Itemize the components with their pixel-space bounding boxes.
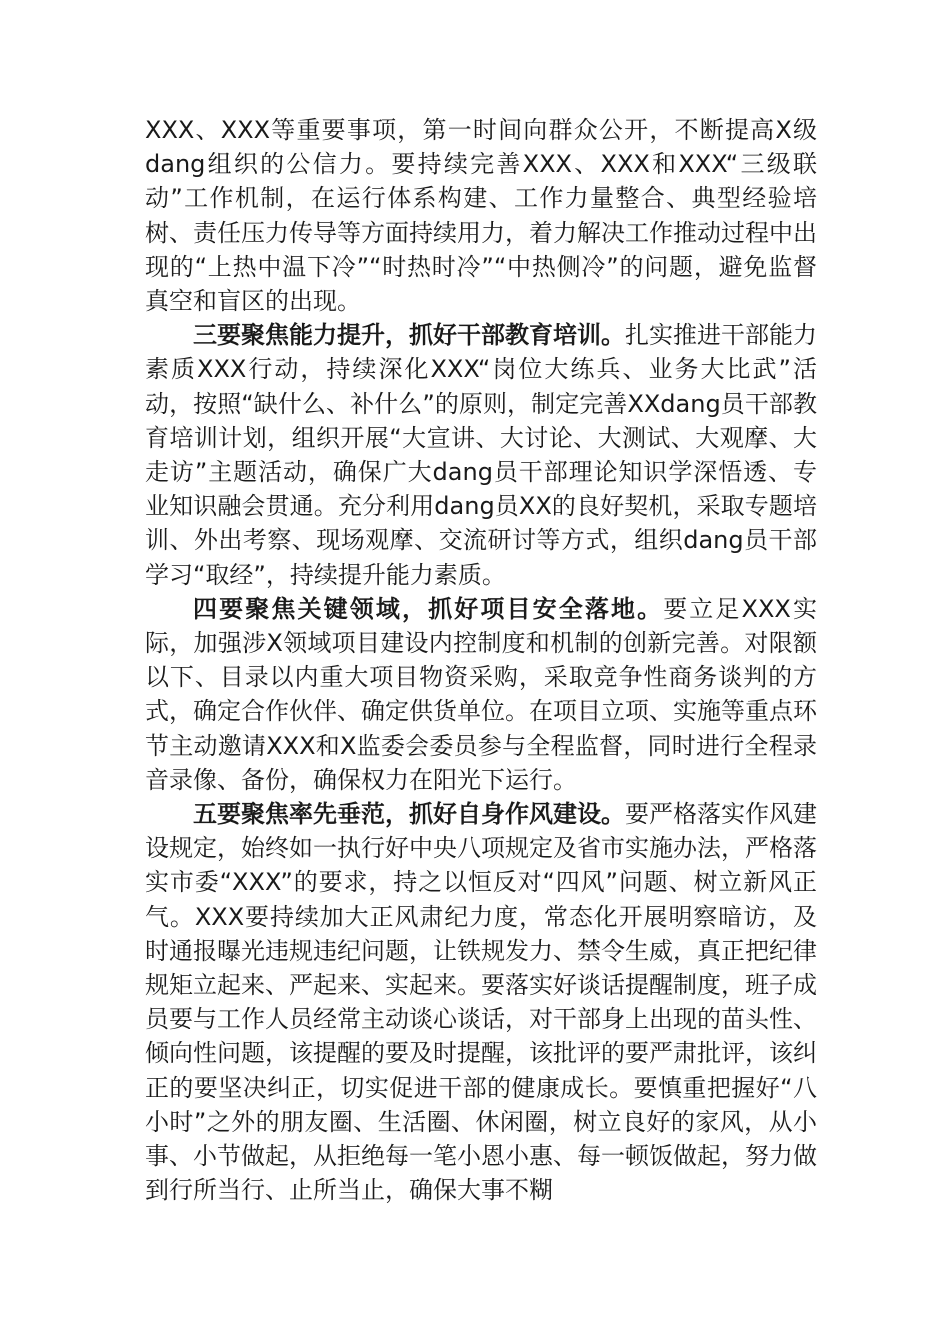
paragraph-heading: 四要聚焦关键领域，抓好项目安全落地。 xyxy=(193,594,664,623)
paragraph-three xyxy=(145,318,817,592)
document-body xyxy=(145,113,817,1208)
paragraph-continued xyxy=(145,113,817,318)
paragraph-four xyxy=(145,592,817,797)
paragraph-text: XXX、XXX等重要事项，第一时间向群众公开，不断提高X级dang组织的公信力。要持续完善XXX、XXX和XXX“三级联动”工作机制，在运行体系构建、工作力量整合、典型经验培树、责任压力传导等方面持续用力，着力解决工作推动过程中出现的“上热中温下冷”“时热时冷”“中热侧冷”的问题，避免监督真空和盲区的出现。 xyxy=(145,116,817,316)
paragraph-heading: 三要聚焦能力提升，抓好干部教育培训。 xyxy=(193,321,625,350)
paragraph-text: 要立足XXX实际，加强涉X领域项目建设内控制度和机制的创新完善。对限额以下、目录以内重大项目物资采购，采取竞争性商务谈判的方式，确定合作伙伴、确定供货单位。在项目立项、实施等重点环节主动邀请XXX和X监委会委员参与全程监督，同时进行全程录音录像、备份，确保权力在阳光下运行。 xyxy=(145,594,817,794)
paragraph-heading: 五要聚焦率先垂范，抓好自身作风建设。 xyxy=(193,800,625,829)
paragraph-text: 扎实推进干部能力素质XXX行动，持续深化XXX“岗位大练兵、业务大比武”活动，按照“缺什么、补什么”的原则，制定完善XXdang员干部教育培训计划，组织开展“大宣讲、大讨论、大测试、大观摩、大走访”主题活动，确保广大dang员干部理论知识学深悟透、专业知识融会贯通。充分利用dang员XX的良好契机，采取专题培训、外出考察、现场观摩、交流研讨等方式，组织dang员干部学习“取经”，持续提升能力素质。 xyxy=(145,321,817,589)
paragraph-five xyxy=(145,797,817,1207)
paragraph-text: 要严格落实作风建设规定，始终如一执行好中央八项规定及省市实施办法，严格落实市委“XXX”的要求，持之以恒反对“四风”问题、树立新风正气。XXX要持续加大正风肃纪力度，常态化开展明察暗访，及时通报曝光违规违纪问题，让铁规发力、禁令生威，真正把纪律规矩立起来、严起来、实起来。要落实好谈话提醒制度，班子成员要与工作人员经常主动谈心谈话，对干部身上出现的苗头性、倾向性问题，该提醒的要及时提醒，该批评的要严肃批评，该纠正的要坚决纠正，切实促进干部的健康成长。要慎重把握好“八小时”之外的朋友圈、生活圈、休闲圈，树立良好的家风，从小事、小节做起，从拒绝每一笔小恩小惠、每一顿饭做起，努力做到行所当行、止所当止，确保大事不糊 xyxy=(145,800,817,1205)
